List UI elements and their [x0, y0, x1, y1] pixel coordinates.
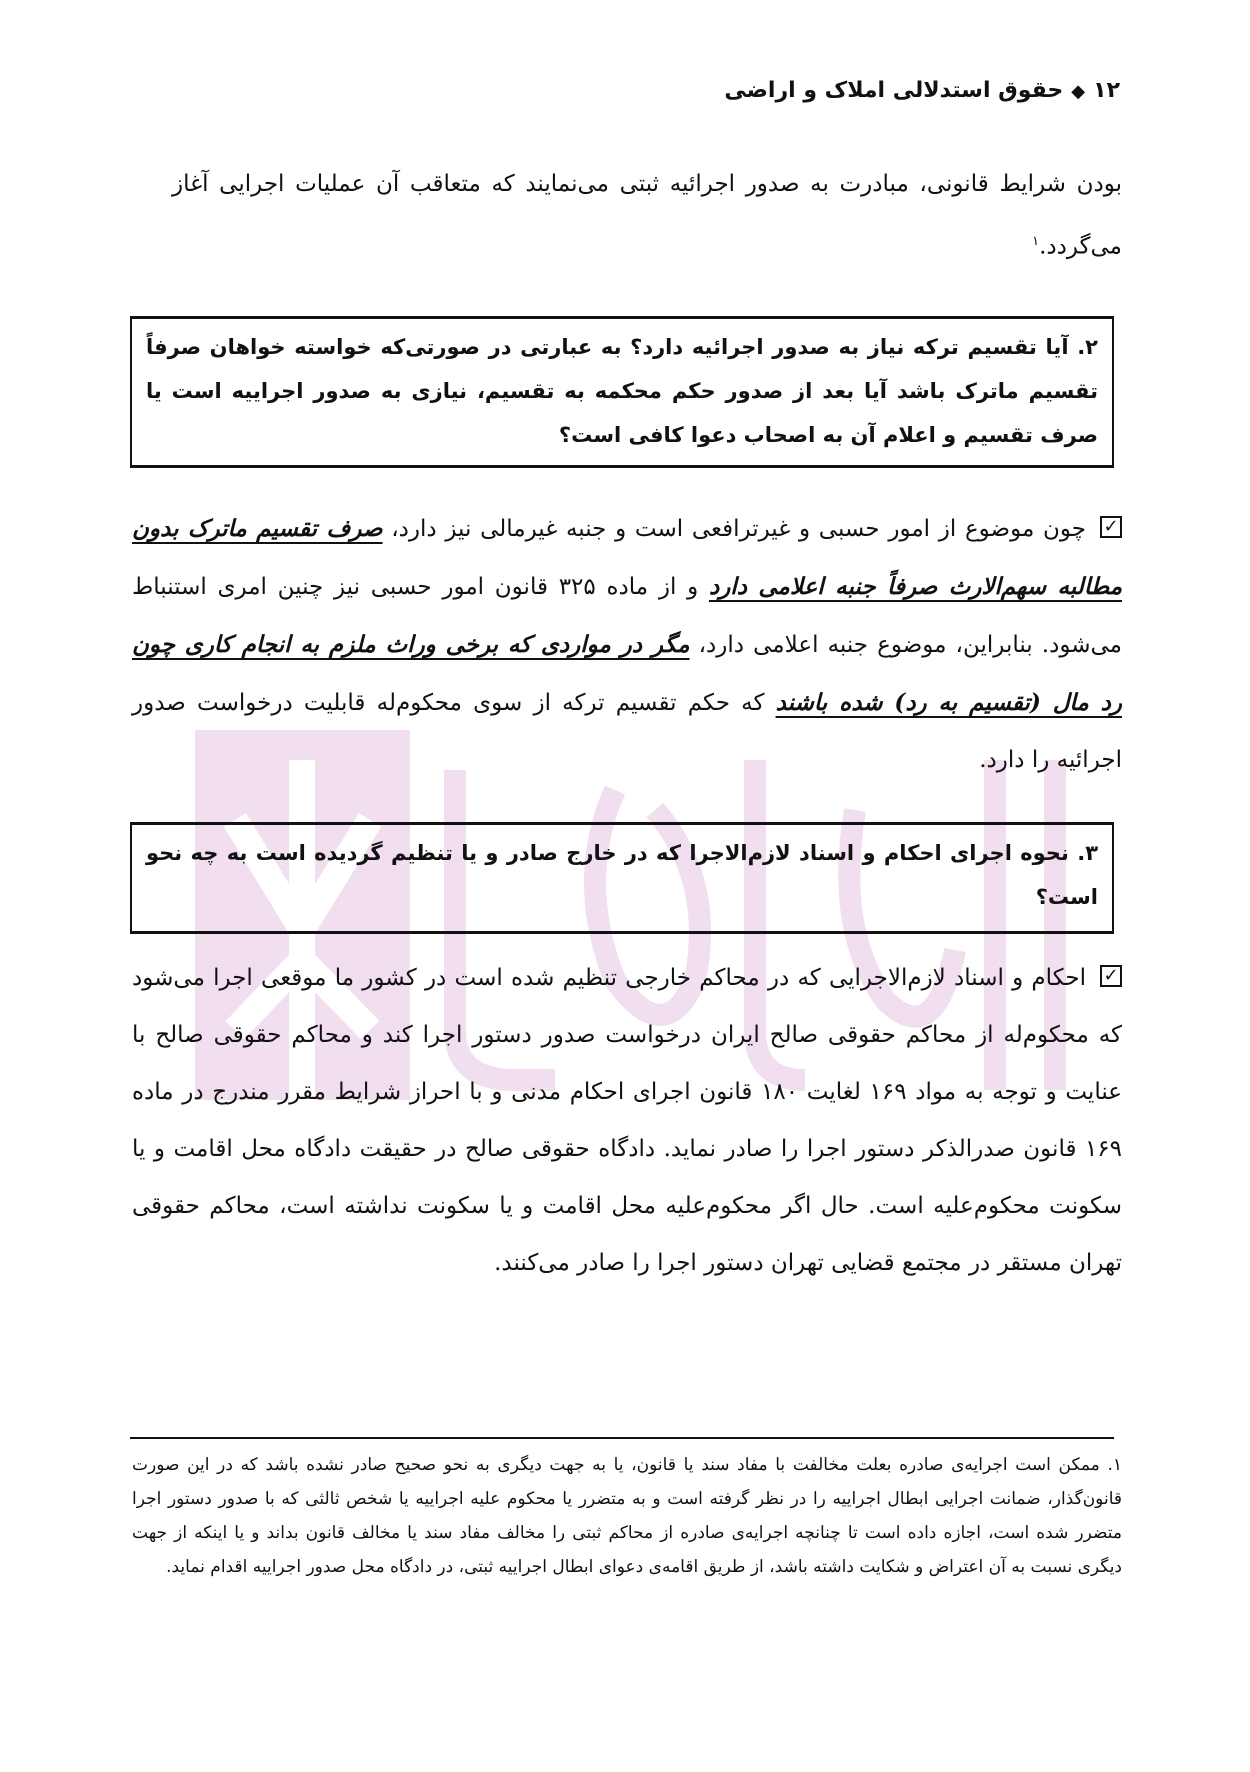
answer-emphasis: مگر در مواردی که برخی وراث ملزم به انجام کاری چون رد مال (تقسیم به رد) شده باشند — [132, 631, 1122, 716]
footnote-reference[interactable]: ۱ — [1032, 234, 1040, 249]
answer-segment: که حکم تقسیم ترکه از سوی محکوم‌له قابلیت درخواست صدور اجرائیه را دارد. — [132, 690, 1122, 773]
question-box — [130, 822, 1114, 934]
intro-paragraph — [172, 156, 1122, 276]
question-number: ۲. — [1077, 335, 1098, 359]
question-box — [130, 316, 1114, 468]
checkbox-checked-icon: ✓ — [1100, 965, 1122, 987]
diamond-icon: ◆ — [1071, 81, 1086, 102]
answer-segment: چون موضوع از امور حسبی و غیرترافعی است و جنبه غیرمالی نیز دارد، — [382, 516, 1086, 542]
book-title: حقوق استدلالی املاک و اراضی — [724, 78, 1064, 103]
answer-paragraph — [132, 950, 1122, 1292]
question-number: ۳. — [1077, 841, 1099, 865]
footnote — [132, 1448, 1122, 1584]
checkbox-checked-icon: ✓ — [1100, 516, 1122, 538]
footnote-text: ممکن است اجرایه‌ی صادره بعلت مخالفت با مفاد سند یا قانون، یا به جهت دیگری به نحو صحیح صادر نشده باشد که در این صورت قانون‌گذار، ضمانت اجرایی ابطال اجراییه را در نظر گرفته است و به متضرر یا محکوم علیه اجراییه یا شخص ثالثی که با صدور دستور اجرا متضرر شده است، اجازه داده است تا چنانچه اجرایه‌ی صادره از محاکم ثبتی را مخالف مفاد سند یا مخالف قانون بداند و یا اینکه از جهت دیگری نسبت به آن اعتراض و شکایت داشته باشد، از طریق اقامه‌ی دعوای ابطال اجراییه ثبتی، در دادگاه محل صدور اجراییه اقدام نماید. — [132, 1455, 1122, 1577]
running-header — [724, 78, 1120, 103]
answer-paragraph — [132, 500, 1122, 789]
question-text: نحوه اجرای احکام و اسناد لازم‌الاجرا که در خارج صادر و یا تنظیم گردیده است به چه نحو است؟ — [146, 841, 1098, 909]
page-number: ۱۲ — [1093, 78, 1120, 103]
answer-emphasis: صرف تقسیم ماترک بدون مطالبه سهم‌الارث صرفاً جنبه اعلامی دارد — [132, 515, 1123, 600]
answer-segment: احکام و اسناد لازم‌الاجرایی که در محاکم خارجی تنظیم شده است در کشور ما موقعی اجرا می‌شود که محکوم‌له از محاکم حقوقی صالح ایران درخواست صدور دستور اجرا کند و محاکم حقوقی صالح با عنایت و توجه به مواد ۱۶۹ لغایت ۱۸۰ قانون اجرای احکام مدنی و با احراز شرایط مقرر مندرج در ماده ۱۶۹ قانون صدرالذکر دستور اجرا را صادر نماید. دادگاه حقوقی صالح در حقیقت دادگاه محل اقامت و یا سکونت محکوم‌علیه است. حال اگر محکوم‌علیه محل اقامت و یا سکونت نداشته است، محاکم حقوقی تهران مستقر در مجتمع قضایی تهران دستور اجرا را صادر می‌کنند. — [132, 965, 1123, 1276]
answer-segment: و از ماده ۳۲۵ قانون امور حسبی نیز چنین امری استنباط می‌شود. بنابراین، موضوع جنبه اعلامی دارد، — [132, 574, 1122, 658]
intro-text: بودن شرایط قانونی، مبادرت به صدور اجرائیه ثبتی می‌نمایند که متعاقب آن عملیات اجرایی آغاز می‌گردد. — [172, 171, 1122, 260]
question-text: آیا تقسیم ترکه نیاز به صدور اجرائیه دارد؟ به عبارتی در صورتی‌که خواسته خواهان صرفاً تقسیم ماترک باشد آیا بعد از صدور حکم محکمه به تقسیم، نیازی به صدور اجراییه است یا صرف تقسیم و اعلام آن به اصحاب دعوا کافی است؟ — [146, 335, 1098, 447]
footnote-number: ۱. — [1107, 1455, 1122, 1475]
footnote-divider — [130, 1437, 1114, 1439]
